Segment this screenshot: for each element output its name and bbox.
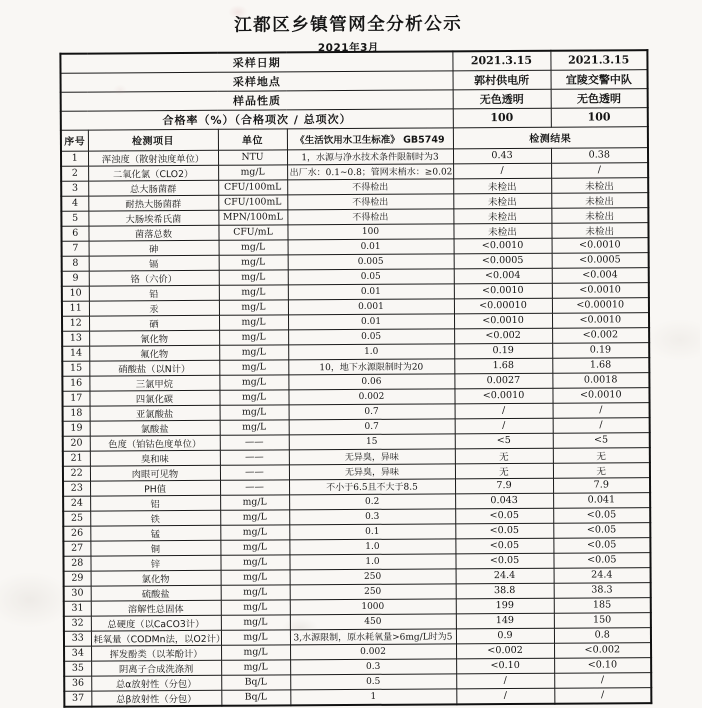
unit-cell: —— [220, 479, 289, 494]
result2-cell: 未检出 [551, 222, 648, 238]
result1-cell: 149 [456, 613, 554, 629]
sample-location-label: 采样地点 [61, 70, 453, 91]
seq-cell: 17 [62, 391, 89, 406]
unit-cell: mg/L [221, 629, 290, 644]
result2-cell: 1.68 [552, 357, 649, 373]
result2-cell: 0.8 [554, 627, 651, 643]
seq-cell: 2 [61, 166, 88, 181]
item-cell: 锌 [90, 555, 220, 571]
seq-cell: 22 [63, 466, 90, 481]
seq-cell: 14 [62, 346, 89, 361]
result2-cell: <5 [553, 432, 650, 448]
standard-cell: 0.2 [289, 493, 455, 509]
seq-cell: 31 [64, 601, 91, 616]
seq-cell: 35 [64, 661, 91, 676]
standard-cell: 0.002 [288, 388, 454, 404]
page-title: 江都区乡镇管网全分析公示 [234, 14, 463, 36]
seq-cell: 23 [63, 481, 90, 496]
result1-cell: <0.002 [454, 328, 552, 344]
item-cell: 耐热大肠菌群 [88, 195, 218, 211]
col-header-seq: 序号 [61, 130, 88, 151]
item-cell: 大肠埃希氏菌 [88, 210, 218, 226]
unit-cell: —— [220, 449, 289, 464]
item-cell: 总硬度（以CaCO3计） [91, 615, 221, 631]
item-cell: 氯化物 [91, 570, 221, 586]
seq-cell: 10 [62, 286, 89, 301]
unit-cell: mg/L [218, 164, 287, 179]
result1-cell: <0.004 [454, 268, 552, 284]
result2-cell: <0.0010 [552, 312, 649, 328]
result2-cell: / [551, 162, 648, 178]
item-cell: 硒 [89, 315, 219, 331]
seq-cell: 33 [64, 631, 91, 646]
unit-cell: CFU/100mL [218, 179, 287, 194]
result2-cell: 未检出 [551, 207, 648, 223]
col-header-unit: 单位 [218, 128, 287, 149]
result1-cell: <0.002 [456, 643, 554, 659]
unit-cell: mg/L [220, 419, 289, 434]
standard-cell: 250 [290, 583, 456, 599]
seq-cell: 15 [62, 361, 89, 376]
seq-cell: 18 [63, 406, 90, 421]
item-cell: 铬（六价） [89, 270, 219, 286]
sample-nature-label: 样品性质 [61, 89, 453, 110]
unit-cell: mg/L [220, 404, 289, 419]
standard-cell: 无异臭，异味 [289, 448, 455, 464]
result1-cell: 0.19 [454, 343, 552, 359]
item-cell: 菌落总数 [88, 225, 218, 241]
standard-cell: 不得检出 [287, 193, 453, 209]
seq-cell: 19 [63, 421, 90, 436]
table-row [64, 687, 651, 706]
col-header-result: 检测结果 [453, 126, 648, 148]
result2-cell: <0.0005 [552, 252, 649, 268]
result2-cell: 无 [553, 447, 650, 463]
result2-cell: <0.10 [554, 657, 651, 673]
result2-cell: <0.05 [553, 522, 650, 538]
unit-cell: CFU/100mL [218, 194, 287, 209]
result1-cell: <0.0010 [454, 283, 552, 299]
result2-cell: <0.004 [552, 267, 649, 283]
unit-cell: mg/L [220, 539, 289, 554]
seq-cell: 20 [63, 436, 90, 451]
standard-cell: 无异臭，异味 [289, 463, 455, 479]
result2-cell: 无 [553, 462, 650, 478]
standard-cell: 不得检出 [287, 208, 453, 224]
standard-cell: 0.01 [288, 283, 454, 299]
info-section [60, 50, 648, 151]
result2-cell: 0.19 [552, 342, 649, 358]
result1-cell: / [453, 163, 551, 179]
result2-cell: <0.05 [553, 507, 650, 523]
unit-cell: mg/L [219, 239, 288, 254]
standard-cell: 0.01 [288, 238, 454, 254]
standard-cell: 0.3 [290, 658, 456, 674]
standard-cell: 3,水源限制，原水耗氧量>6mg/L时为5 [290, 628, 456, 644]
unit-cell: mg/L [219, 374, 288, 389]
item-cell: 铜 [90, 540, 220, 556]
unit-cell: mg/L [220, 524, 289, 539]
standard-cell: 250 [290, 568, 456, 584]
item-cell: 三氯甲烷 [89, 375, 219, 391]
seq-cell: 16 [62, 376, 89, 391]
standard-cell: 450 [290, 613, 456, 629]
item-cell: 总大肠菌群 [88, 180, 218, 196]
standard-cell: 不得检出 [287, 178, 453, 194]
unit-cell: mg/L [220, 509, 289, 524]
unit-cell: mg/L [219, 284, 288, 299]
result1-cell: <0.0010 [454, 313, 552, 329]
seq-cell: 27 [63, 541, 90, 556]
result1-cell: <0.00010 [454, 298, 552, 314]
result1-cell: <0.0010 [454, 238, 552, 254]
sample-date-value-1: 2021.3.15 [452, 51, 550, 71]
unit-cell: Bq/L [221, 689, 290, 705]
standard-cell: 100 [287, 223, 453, 239]
seq-cell: 26 [63, 526, 90, 541]
item-cell: 氯酸盐 [90, 420, 220, 436]
seq-cell: 29 [64, 571, 91, 586]
unit-cell: NTU [218, 149, 287, 164]
result2-cell: <0.002 [554, 642, 651, 658]
standard-cell: 15 [289, 433, 455, 449]
item-cell: 总α放射性（分包） [91, 675, 221, 691]
item-cell: 硝酸盐（以N计） [89, 360, 219, 376]
unit-cell: mg/L [220, 554, 289, 569]
unit-cell: mg/L [219, 254, 288, 269]
standard-cell: 10，地下水源限制时为20 [288, 358, 454, 374]
pass-rate-value-1: 100 [453, 108, 551, 128]
item-cell: 硫酸盐 [91, 585, 221, 601]
unit-cell: mg/L [219, 344, 288, 359]
standard-cell: 0.01 [288, 313, 454, 329]
result1-cell: <0.0005 [454, 253, 552, 269]
result2-cell: <0.0010 [552, 237, 649, 253]
seq-cell: 36 [64, 676, 91, 691]
standard-cell: 1.0 [288, 343, 454, 359]
result2-cell: <0.05 [553, 537, 650, 553]
analysis-table [59, 49, 652, 707]
result1-cell: <0.05 [455, 538, 553, 554]
result1-cell: 未检出 [453, 208, 551, 224]
unit-cell: mg/L [219, 269, 288, 284]
item-cell: 挥发酚类（以苯酚计） [91, 645, 221, 661]
result2-cell: 150 [554, 612, 651, 628]
standard-cell: 1.0 [289, 538, 455, 554]
results-body [61, 147, 651, 706]
seq-cell: 9 [62, 271, 89, 286]
seq-cell: 3 [61, 181, 88, 196]
item-cell: PH值 [90, 480, 220, 496]
result1-cell: <0.05 [455, 553, 553, 569]
sample-date-value-2: 2021.3.15 [550, 50, 647, 70]
result1-cell: 0.043 [455, 493, 553, 509]
result2-cell: 0.041 [553, 492, 650, 508]
seq-cell: 13 [62, 331, 89, 346]
item-cell: 四氯化碳 [89, 390, 219, 406]
unit-cell: mg/L [219, 359, 288, 374]
unit-cell: mg/L [221, 659, 290, 674]
result2-cell: <0.002 [552, 327, 649, 343]
result2-cell: 7.9 [553, 477, 650, 493]
result1-cell: <0.0010 [454, 388, 552, 404]
result2-cell: 185 [554, 597, 651, 613]
result1-cell: <0.05 [455, 508, 553, 524]
item-cell: 铅 [89, 285, 219, 301]
seq-cell: 4 [61, 196, 88, 211]
result2-cell: 38.3 [554, 582, 651, 598]
result1-cell: 1.68 [454, 358, 552, 374]
seq-cell: 28 [63, 556, 90, 571]
item-cell: 耗氧量（CODMn法，以O2计） [91, 630, 221, 646]
result2-cell: / [554, 687, 651, 703]
standard-cell: 0.005 [288, 253, 454, 269]
standard-cell: 0.1 [289, 523, 455, 539]
result1-cell: 24.4 [456, 568, 554, 584]
result1-cell: 0.0027 [454, 373, 552, 389]
standard-cell: 0.05 [288, 268, 454, 284]
result1-cell: 0.43 [453, 148, 551, 164]
unit-cell: mg/L [219, 314, 288, 329]
item-cell: 砷 [89, 240, 219, 256]
standard-cell: 0.5 [290, 673, 456, 689]
result1-cell: / [455, 418, 553, 434]
item-cell: 色度（铂钴色度单位） [90, 435, 220, 451]
result1-cell: <0.10 [456, 658, 554, 674]
result1-cell: 未检出 [453, 193, 551, 209]
unit-cell: Bq/L [221, 674, 290, 689]
col-header-standard: 《生活饮用水卫生标准》 GB5749 [287, 127, 453, 149]
item-cell: 总β放射性（分包） [91, 690, 221, 706]
standard-cell: 1.0 [289, 553, 455, 569]
standard-cell: 不小于6.5且不大于8.5 [289, 478, 455, 494]
result1-cell: 无 [455, 463, 553, 479]
result2-cell: 24.4 [554, 567, 651, 583]
result1-cell: 无 [455, 448, 553, 464]
result2-cell: 0.38 [551, 147, 648, 163]
seq-cell: 30 [64, 586, 91, 601]
seq-cell: 1 [61, 151, 88, 166]
sample-location-value-1: 郭村供电所 [453, 70, 551, 90]
unit-cell: mg/L [221, 599, 290, 614]
seq-cell: 5 [61, 211, 88, 226]
result2-cell: / [553, 402, 650, 418]
standard-cell: 0.002 [290, 643, 456, 659]
unit-cell: mg/L [220, 494, 289, 509]
item-cell: 二氧化氯（CLO2） [88, 165, 218, 181]
result1-cell: 7.9 [455, 478, 553, 494]
result2-cell: 未检出 [551, 192, 648, 208]
sample-location-value-2: 宜陵交警中队 [551, 69, 648, 89]
result2-cell: / [553, 417, 650, 433]
seq-cell: 12 [62, 316, 89, 331]
seq-cell: 6 [61, 226, 88, 241]
standard-cell: 1 [290, 688, 456, 705]
unit-cell: —— [220, 434, 289, 449]
result1-cell: <5 [455, 433, 553, 449]
standard-cell: 0.06 [288, 373, 454, 389]
item-cell: 浑浊度（散射浊度单位） [88, 150, 218, 166]
standard-cell: 0.05 [288, 328, 454, 344]
item-cell: 铁 [90, 510, 220, 526]
result2-cell: <0.0010 [552, 387, 649, 403]
item-cell: 氟化物 [89, 345, 219, 361]
unit-cell: mg/L [221, 569, 290, 584]
result1-cell: 199 [456, 598, 554, 614]
result1-cell: 0.9 [456, 628, 554, 644]
seq-cell: 32 [64, 616, 91, 631]
standard-cell: 0.001 [288, 298, 454, 314]
standard-cell: 1000 [290, 598, 456, 614]
sample-date-label: 采样日期 [60, 51, 452, 72]
unit-cell: mg/L [221, 584, 290, 599]
report-month: 2021年3月 [317, 41, 379, 55]
result1-cell: <0.05 [455, 523, 553, 539]
pass-rate-label: 合格率（%）（合格项次 / 总项次） [61, 108, 453, 129]
item-cell: 阴离子合成洗涤剂 [91, 660, 221, 676]
result1-cell: 未检出 [453, 178, 551, 194]
seq-cell: 25 [63, 511, 90, 526]
unit-cell: mg/L [219, 329, 288, 344]
seq-cell: 24 [63, 496, 90, 511]
result2-cell: / [554, 672, 651, 688]
seq-cell: 11 [62, 301, 89, 316]
item-cell: 汞 [89, 300, 219, 316]
item-cell: 肉眼可见物 [90, 465, 220, 481]
result2-cell: <0.05 [553, 552, 650, 568]
item-cell: 氰化物 [89, 330, 219, 346]
item-cell: 溶解性总固体 [91, 600, 221, 616]
item-cell: 镉 [89, 255, 219, 271]
result2-cell: <0.0010 [552, 282, 649, 298]
sample-nature-value-1: 无色透明 [453, 89, 551, 109]
item-cell: 锰 [90, 525, 220, 541]
standard-cell: 1，水源与净水技术条件限制时为3 [287, 148, 453, 164]
result1-cell: / [456, 673, 554, 689]
seq-cell: 34 [64, 646, 91, 661]
unit-cell: mg/L [219, 299, 288, 314]
unit-cell: mg/L [221, 644, 290, 659]
sample-nature-value-2: 无色透明 [551, 88, 648, 108]
unit-cell: CFU/mL [218, 224, 287, 239]
unit-cell: mg/L [221, 614, 290, 629]
standard-cell: 0.3 [289, 508, 455, 524]
seq-cell: 37 [64, 691, 91, 707]
item-cell: 亚氯酸盐 [90, 405, 220, 421]
result2-cell: <0.00010 [552, 297, 649, 313]
seq-cell: 7 [62, 241, 89, 256]
seq-cell: 21 [63, 451, 90, 466]
unit-cell: MPN/100mL [218, 209, 287, 224]
unit-cell: —— [220, 464, 289, 479]
pass-rate-value-2: 100 [551, 107, 648, 127]
item-cell: 铝 [90, 495, 220, 511]
standard-cell: 出厂水：0.1~0.8；管网末梢水：≥0.02 [287, 163, 453, 179]
unit-cell: mg/L [219, 389, 288, 404]
item-cell: 臭和味 [90, 450, 220, 466]
result1-cell: / [455, 403, 553, 419]
standard-cell: 0.7 [289, 403, 455, 419]
standard-cell: 0.7 [289, 418, 455, 434]
col-header-item: 检测项目 [88, 129, 218, 151]
result1-cell: / [456, 688, 554, 704]
result1-cell: 38.8 [456, 583, 554, 599]
result2-cell: 0.0018 [552, 372, 649, 388]
result1-cell: 未检出 [453, 223, 551, 239]
result2-cell: 未检出 [551, 177, 648, 193]
seq-cell: 8 [62, 256, 89, 271]
